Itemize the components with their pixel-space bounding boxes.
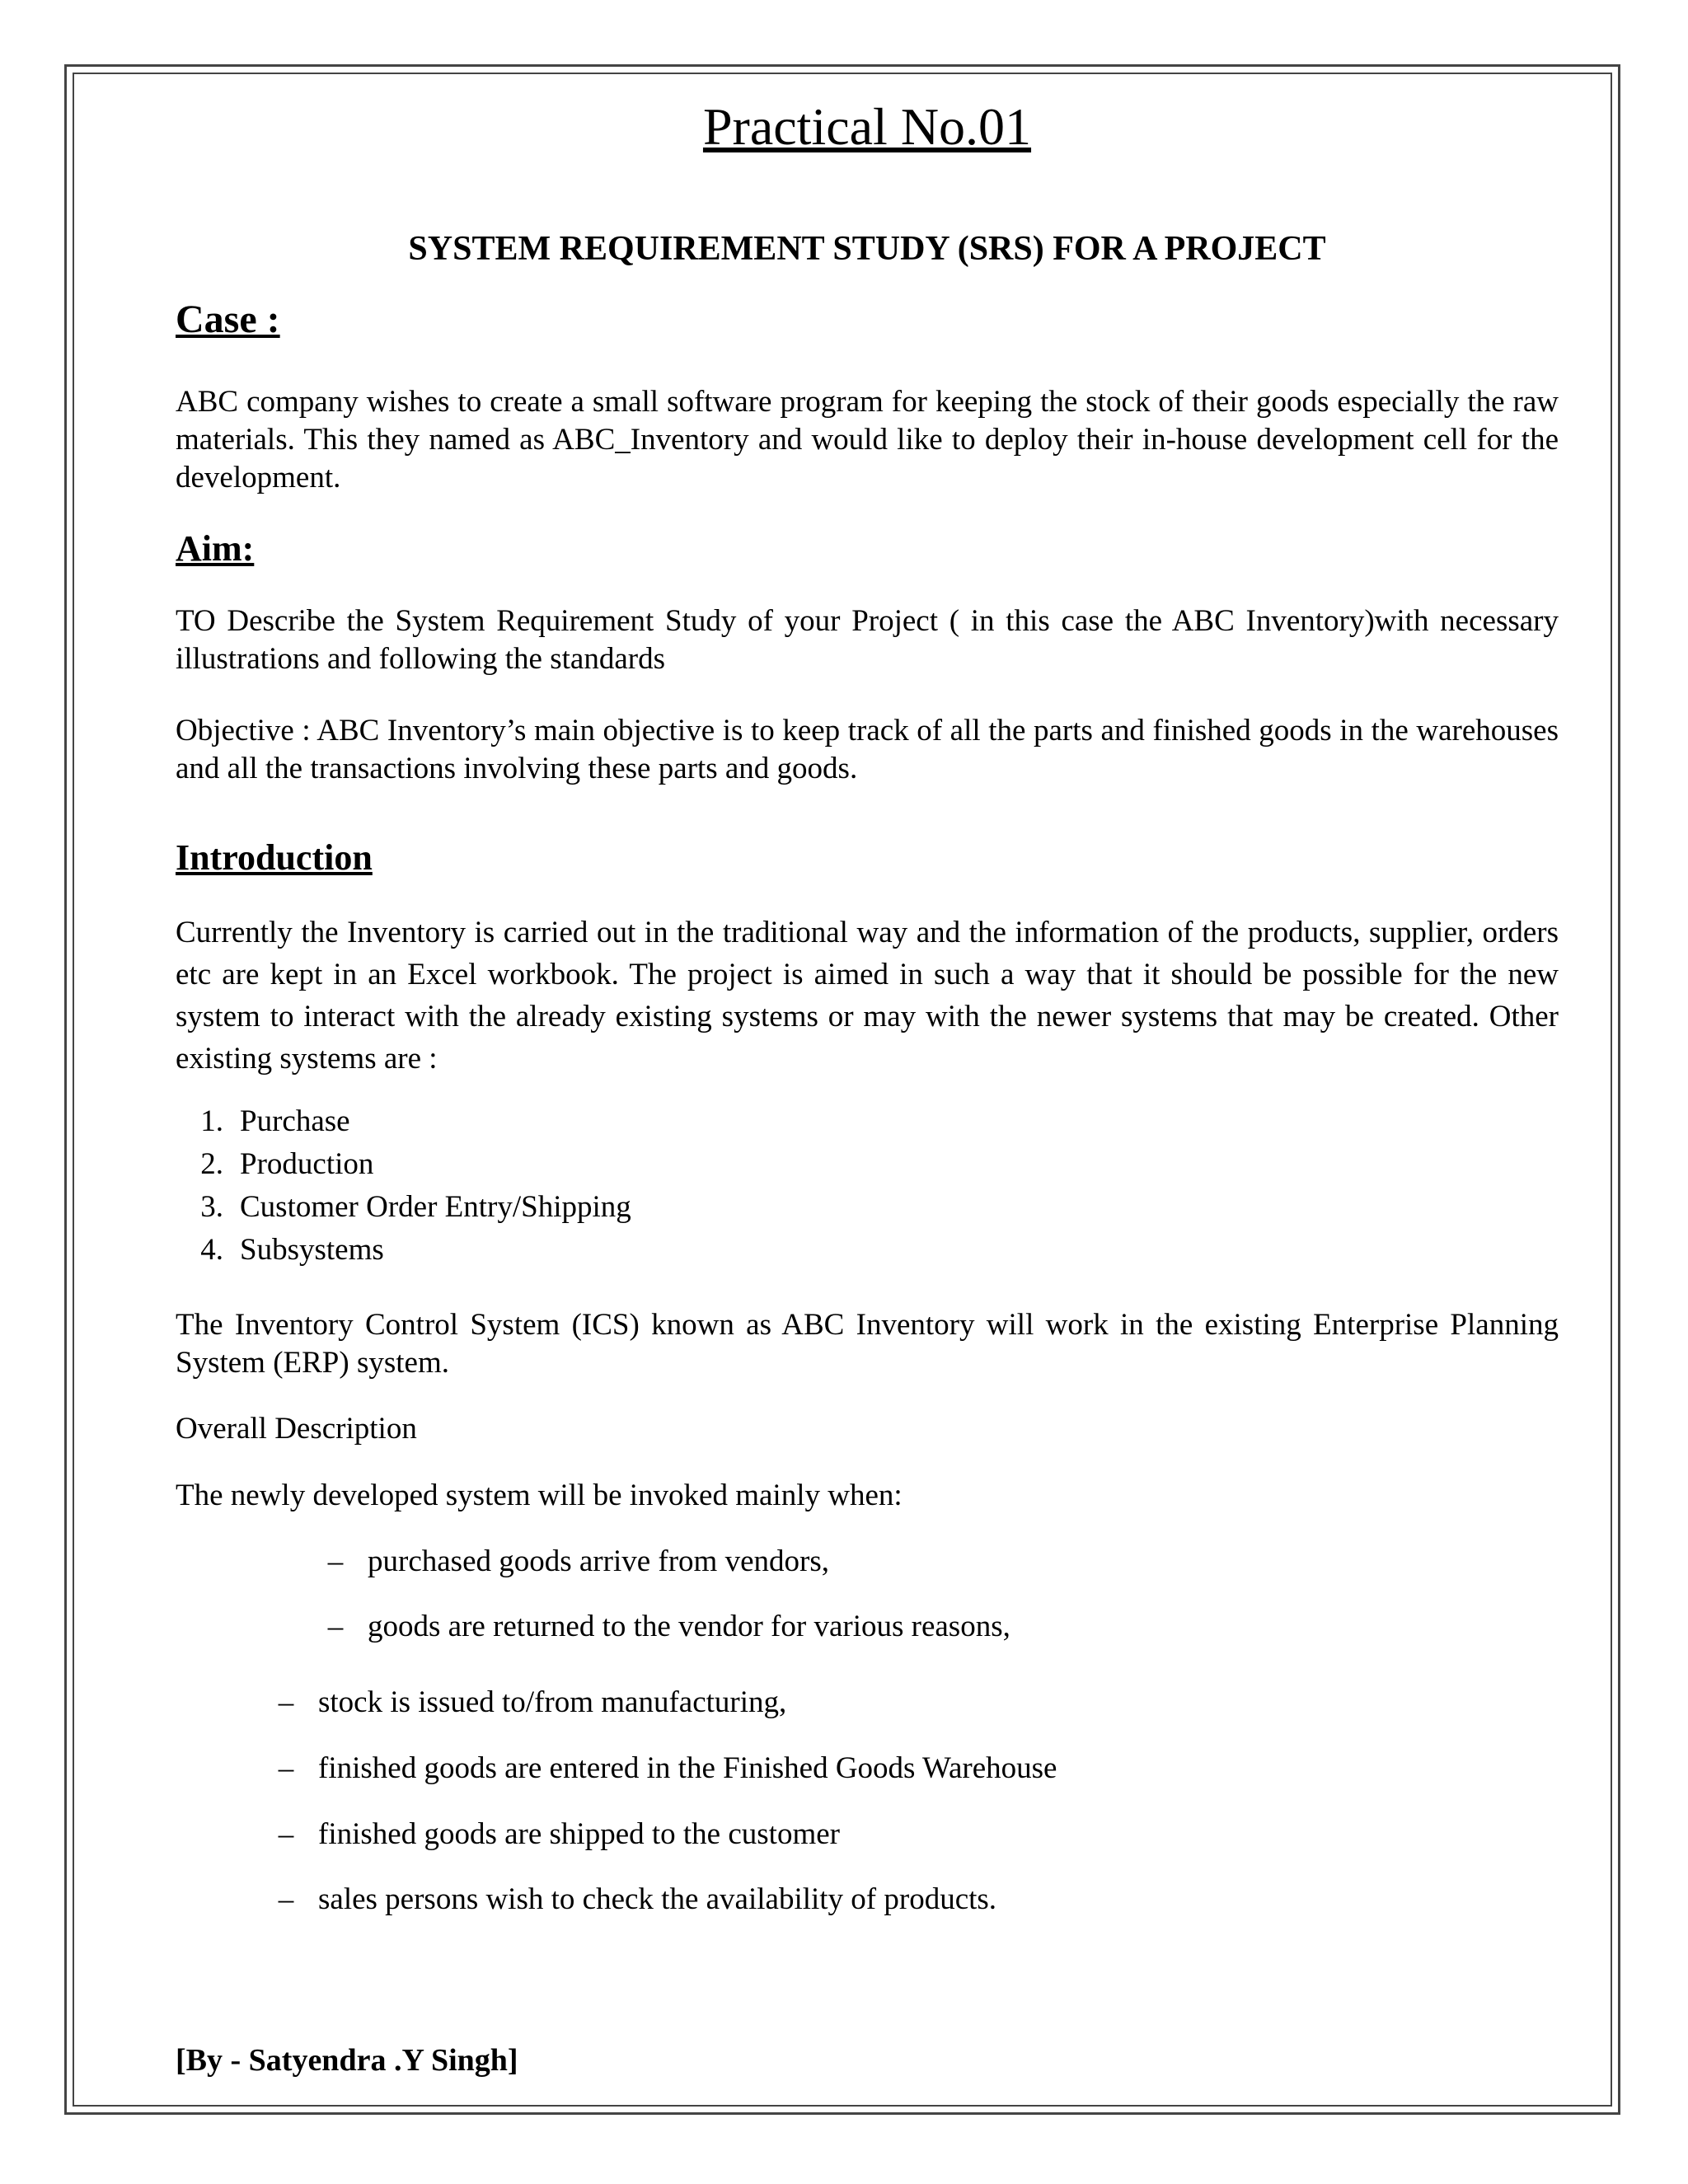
list-item [176,1229,631,1272]
author-signature: [By - Satyendra .Y Singh] [176,2043,518,2078]
overall-description-label: Overall Description [176,1412,417,1446]
page-border-inner [73,73,1612,2107]
list-label: Customer Order Entry/Shipping [240,1190,631,1224]
dash-bullet: – [278,1817,294,1851]
list-label: purchased goods arrive from vendors, [368,1544,829,1578]
list-label: stock is issued to/from manufacturing, [318,1685,787,1719]
list-number: 2. [200,1147,223,1181]
aim-paragraph: TO Describe the System Requirement Study of your Project ( in this case the ABC Inventory)with necessary illustrations and following the standards [176,604,1559,676]
list-item [270,1684,786,1722]
list-label: Subsystems [240,1233,384,1267]
list-number: 4. [200,1233,223,1267]
list-number: 1. [200,1104,223,1138]
list-label: sales persons wish to check the availability of products. [318,1882,997,1916]
list-label: Purchase [240,1104,350,1138]
aim-heading: Aim: [176,528,255,569]
dash-bullet: – [278,1685,294,1719]
case-heading: Case : [176,298,280,341]
introduction-paragraph: Currently the Inventory is carried out in the traditional way and the information of the products, supplier, orders etc are kept in an Excel workbook. The project is aimed in such a way that it should be possible for the new system to interact with the already existing systems or may with the newer systems that may be created. Other existing systems are : [176,916,1559,1076]
dash-bullet: – [278,1882,294,1916]
list-label: finished goods are shipped to the customer [318,1817,840,1851]
page-subtitle: SYSTEM REQUIREMENT STUDY (SRS) FOR A PROJECT [408,230,1326,268]
invoked-paragraph: The newly developed system will be invoked mainly when: [176,1479,903,1512]
list-label: Production [240,1147,374,1181]
list-item [176,1143,631,1186]
list-item [270,1750,1057,1788]
ics-paragraph: The Inventory Control System (ICS) known as ABC Inventory will work in the existing Enterprise Planning System (ERP) system. [176,1308,1559,1380]
list-item [320,1543,829,1581]
list-item [270,1816,840,1854]
dash-bullet: – [327,1544,344,1578]
page-title: Practical No.01 [702,97,1032,156]
existing-systems-list [176,1100,631,1272]
list-label: goods are returned to the vendor for various reasons, [368,1610,1010,1643]
list-item [176,1100,631,1143]
list-item [176,1186,631,1229]
case-paragraph: ABC company wishes to create a small software program for keeping the stock of their goods especially the raw materials. This they named as ABC_Inventory and would like to deploy their in-house development cell for the development. [176,385,1559,494]
objective-paragraph: Objective : ABC Inventory’s main objective is to keep track of all the parts and finished goods in the warehouses and all the transactions involving these parts and goods. [176,714,1559,785]
list-label: finished goods are entered in the Finished Goods Warehouse [318,1751,1057,1785]
list-number: 3. [200,1190,223,1224]
list-item [320,1608,1010,1646]
dash-bullet: – [327,1610,344,1643]
introduction-heading: Introduction [176,837,373,878]
dash-bullet: – [278,1751,294,1785]
list-item [270,1881,996,1919]
